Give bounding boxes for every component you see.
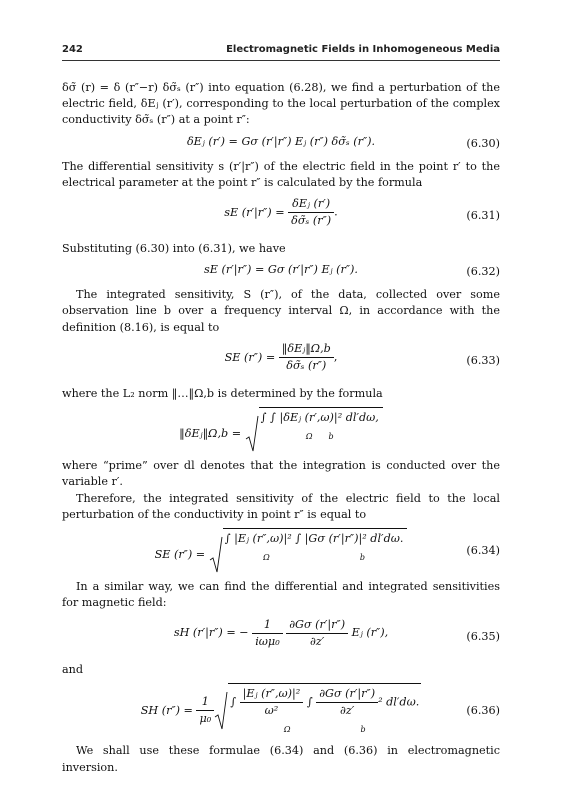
integral-limit: b	[359, 553, 365, 563]
fraction	[252, 617, 282, 650]
fraction	[196, 694, 214, 727]
equation-number: (6.31)	[466, 208, 500, 222]
denominator: μ₀	[199, 712, 212, 726]
paragraph: Therefore, the integrated sensitivity of the electric field to the local perturbation of the conductivity in point r″ is equal to	[62, 491, 500, 521]
running-title: Electromagnetic Fields in Inhomogeneous Media	[226, 44, 500, 55]
equation-tail: dl′dω.	[386, 695, 420, 709]
denominator: ∂z′	[310, 634, 325, 648]
paragraph: The differential sensitivity s (r′|r″) of the electric field in the point r′ to the electrical parameter at the point r″ is calculated by the formula	[62, 159, 500, 189]
header-rule	[62, 60, 500, 61]
fraction	[279, 341, 334, 374]
numerator: ‖δEⱼ‖Ω,b	[279, 341, 334, 358]
radical-sign-icon	[209, 536, 223, 574]
equation-6-33	[62, 341, 500, 381]
equation-number: (6.30)	[466, 136, 500, 150]
equation-number: (6.33)	[466, 353, 500, 367]
numerator: 1	[252, 617, 282, 634]
fraction	[240, 686, 304, 719]
equation-6-35	[62, 617, 500, 657]
radicand: ∫ $\frac{\text{|Eⱼ (r″,ω)|²}}{\text{ω²}}$ ∫ $\frac{\partial G\sigma (r'|r'')}{\partial z'}$ ² dl′dω. $_\Omega$ $_b$	[228, 683, 421, 739]
fraction	[316, 686, 378, 719]
page-number: 242	[62, 44, 83, 55]
denominator: δσ̃ₛ (r″)	[291, 214, 332, 228]
paragraph: We shall use these formulae (6.34) and (6.36) in electromagnetic inversion.	[62, 744, 500, 774]
equation-lhs: SE (r″) =	[224, 350, 276, 364]
equation-number: (6.32)	[466, 265, 500, 279]
fraction	[286, 617, 348, 650]
page-body	[62, 80, 500, 776]
equation-lhs: sH (r′|r″) = −	[173, 626, 249, 640]
radicand	[223, 528, 408, 566]
paragraph: The integrated sensitivity, S (r″), of the data, collected over some observation line b over a frequency interval Ω, in accordance with the definition (8.16), is equal to	[62, 288, 500, 334]
integral-expression: ∫ ∫ |δEⱼ (r′,ω)|² dl′dω,	[260, 411, 379, 425]
numerator: |Eⱼ (r″,ω)|²	[240, 686, 304, 703]
integral-expression: ∫ |Eⱼ (r″,ω)|² ∫ |Gσ (r′|r″)|² dl′dω.	[224, 532, 404, 546]
integral-limit: Ω	[305, 432, 313, 442]
numerator: 1	[196, 694, 214, 711]
denominator: δσ̃ₛ (r″)	[286, 359, 327, 373]
numerator: ∂Gσ (r′|r″)	[316, 686, 378, 703]
equation-lhs: SE (r″) =	[154, 548, 206, 562]
equation-6-36	[62, 683, 500, 739]
paragraph: where the L₂ norm ‖…‖Ω,b is determined by the formula	[62, 386, 383, 400]
radical-sign-icon	[214, 691, 228, 731]
integral-limit: Ω	[263, 553, 270, 563]
equation-lhs: SH (r″) =	[140, 703, 193, 717]
integral-limit: b	[328, 432, 334, 442]
numerator: δEⱼ (r′)	[288, 196, 334, 213]
fraction	[288, 196, 334, 229]
radical-sign-icon	[245, 415, 259, 453]
paragraph: In a similar way, we can find the differential and integrated sensitivities for magnetic field:	[62, 580, 500, 610]
paragraph: δσ̃ (r) = δ (r″−r) δσ̃ₛ (r″) into equation (6.28), we find a perturbation of the electric field, δEⱼ (r′), corresponding to the local perturbation of the complex conductivity δσ̃ₛ (r″) at a point r″:	[62, 81, 500, 127]
equation-lhs: sE (r′|r″) =	[224, 205, 285, 219]
equation-6-32	[62, 262, 500, 282]
paragraph: Substituting (6.30) into (6.31), we have	[62, 242, 286, 256]
integral-limit: Ω	[283, 725, 291, 735]
running-header	[62, 44, 500, 60]
equation-norm	[62, 407, 500, 453]
equation-number: (6.35)	[466, 629, 500, 643]
equation-tail: .	[334, 205, 338, 219]
equation-6-31	[62, 196, 500, 236]
equation-tail: ,	[333, 350, 338, 364]
denominator: ∂z′	[340, 704, 355, 718]
equation-lhs: ‖δEⱼ‖Ω,b =	[179, 427, 242, 441]
equation-tail: Eⱼ (r″),	[351, 626, 389, 640]
equation-6-34	[62, 528, 500, 574]
equation-body: δEⱼ (r′) = Gσ (r′|r″) Eⱼ (r″) δσ̃ₛ (r″).	[186, 134, 376, 148]
equation-number: (6.34)	[466, 544, 500, 558]
denominator: iωμ₀	[255, 634, 280, 648]
equation-6-30	[62, 134, 500, 154]
radicand	[259, 407, 383, 445]
equation-number: (6.36)	[466, 703, 500, 717]
denominator: ω²	[264, 704, 279, 718]
paragraph: where “prime” over dl denotes that the integration is conducted over the variable r′.	[62, 459, 500, 489]
numerator: ∂Gσ (r′|r″)	[286, 617, 348, 634]
equation-body: sE (r′|r″) = Gσ (r′|r″) Eⱼ (r″).	[204, 263, 358, 277]
paragraph: and	[62, 662, 84, 676]
integral-limit: b	[360, 725, 366, 735]
